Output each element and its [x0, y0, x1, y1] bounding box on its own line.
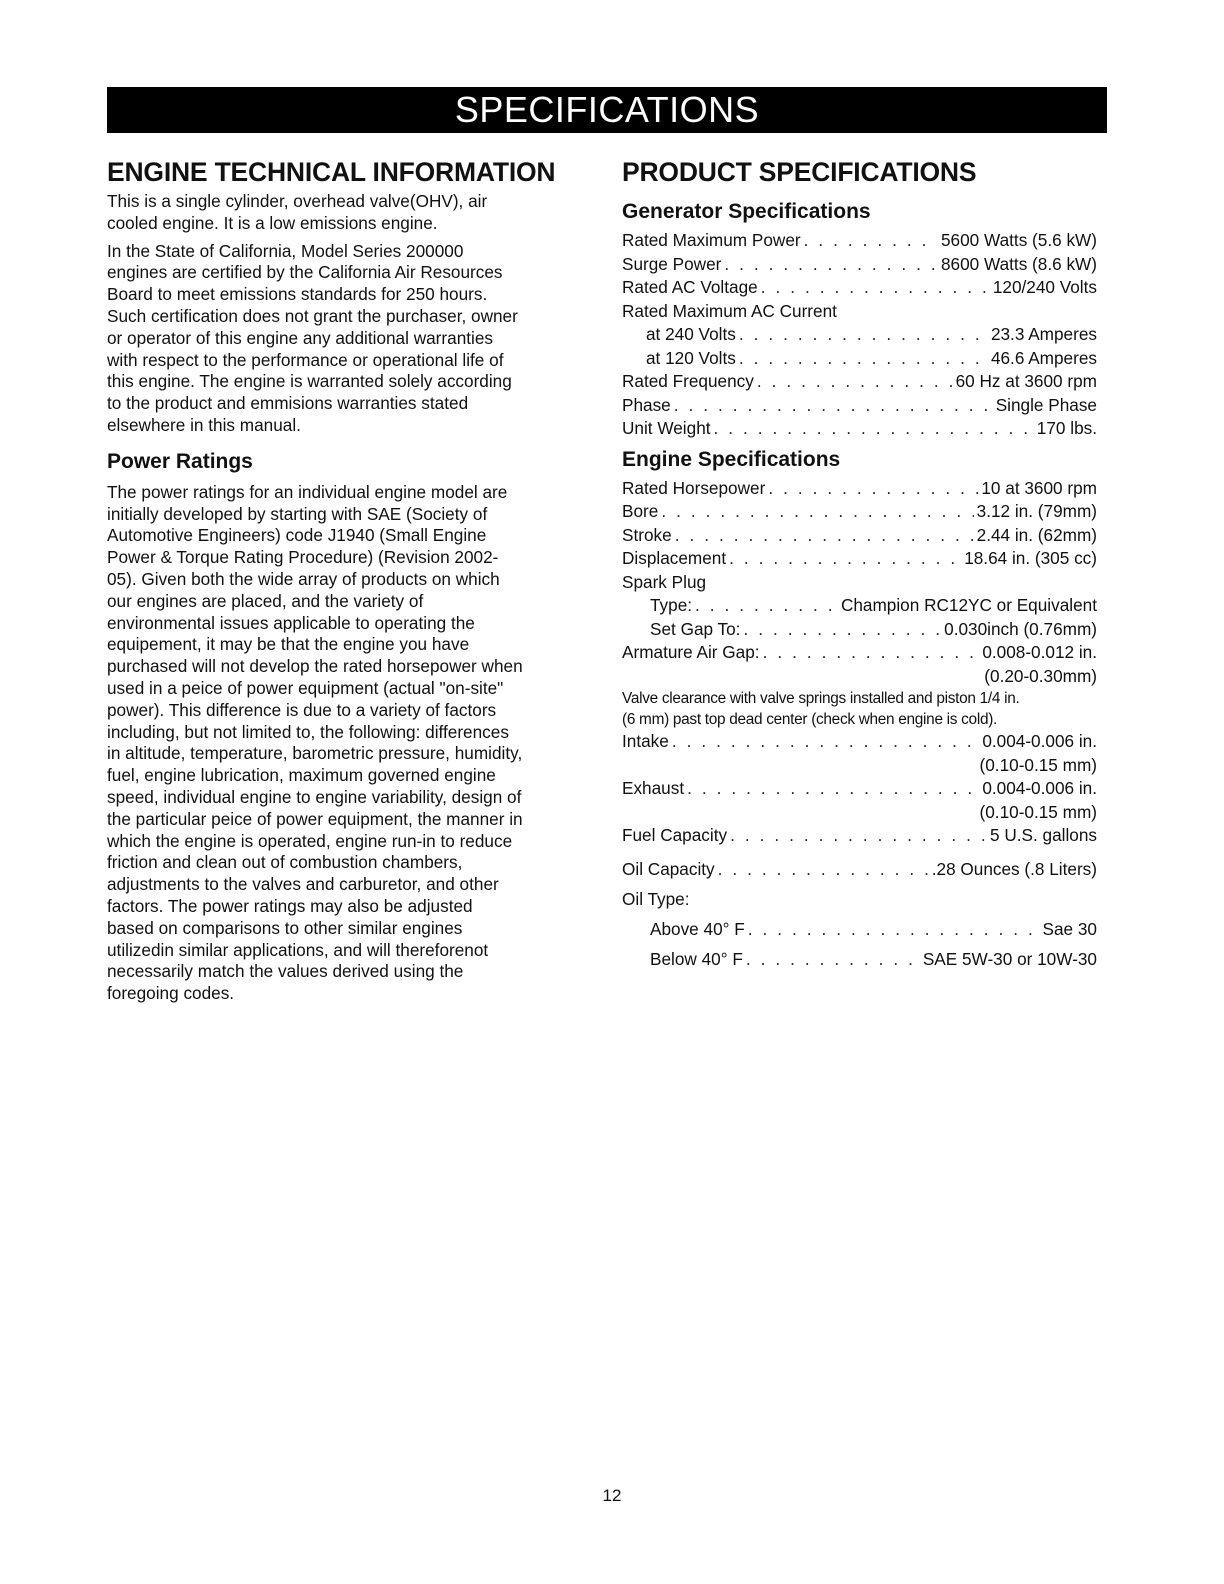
rated-maximum-ac-current-label: Rated Maximum AC Current: [622, 300, 837, 321]
at-120-volts-row: at 120 Volts . . . 46.6 Amperes: [622, 347, 1097, 371]
rated-maximum-power-row: Rated Maximum Power . . . 5600 Watts (5.6 kW): [622, 229, 1097, 253]
at-240-volts-row: at 240 Volts . . . 23.3 Amperes: [622, 323, 1097, 347]
intro-paragraph: This is a single cylinder, overhead valve(OHV), air cooled engine. It is a low emissions engine.: [107, 191, 488, 233]
rated-horsepower-row: Rated Horsepower . . . 10 at 3600 rpm: [622, 477, 1097, 501]
exhaust-metric: (0.10-0.15 mm): [979, 801, 1097, 822]
page-number: 12: [602, 1486, 622, 1505]
displacement-row: Displacement . . . 18.64 in. (305 cc): [622, 547, 1097, 571]
rated-frequency-row: Rated Frequency . . . 60 Hz at 3600 rpm: [622, 370, 1097, 394]
product-specifications-heading: PRODUCT SPECIFICATIONS: [622, 157, 977, 187]
intake-row: Intake . . . 0.004-0.006 in.: [622, 730, 1097, 754]
phase-row: Phase . . . Single Phase: [622, 394, 1097, 418]
stroke-row: Stroke . . . 2.44 in. (62mm): [622, 524, 1097, 548]
product-specifications-column: [622, 155, 1102, 974]
unit-weight-row: Unit Weight . . . 170 lbs.: [622, 417, 1097, 441]
below-40f-row: Below 40° F . . . SAE 5W-30 or 10W-30: [622, 944, 1097, 974]
surge-power-row: Surge Power . . . 8600 Watts (8.6 kW): [622, 253, 1097, 277]
oil-capacity-row: Oil Capacity . . . .28 Ounces (.8 Liters): [622, 854, 1097, 884]
section-banner: SPECIFICATIONS: [107, 87, 1107, 133]
set-gap-row: Set Gap To: . . . 0.030inch (0.76mm): [622, 618, 1097, 642]
spark-plug-type-row: Type: . . . Champion RC12YC or Equivalent: [622, 594, 1097, 618]
engine-specifications-heading: Engine Specifications: [622, 447, 841, 471]
above-40f-row: Above 40° F . . . Sae 30: [622, 914, 1097, 944]
engine-technical-information-column: [107, 155, 593, 1005]
oil-type-label: Oil Type:: [622, 888, 690, 909]
bore-row: Bore . . . 3.12 in. (79mm): [622, 500, 1097, 524]
fuel-capacity-row: Fuel Capacity . . . 5 U.S. gallons: [622, 824, 1097, 848]
exhaust-row: Exhaust . . . 0.004-0.006 in.: [622, 777, 1097, 801]
intake-metric: (0.10-0.15 mm): [979, 754, 1097, 775]
armature-air-gap-metric: (0.20-0.30mm): [984, 665, 1097, 686]
rated-ac-voltage-row: Rated AC Voltage . . . 120/240 Volts: [622, 276, 1097, 300]
generator-specifications-heading: Generator Specifications: [622, 200, 871, 223]
power-ratings-paragraph: The power ratings for an individual engine model are initially developed by starting with SAE (Society of Automotive Engineers) code J1940 (Small Engine Power & Torque Rating Procedure) (Revision 2002- 05). Given both the wide array of products on which our engines are placed, and the variety of environmental issues applicable to operating the equipement, it may be that the engine you have purchased will not develop the rated horsepower when used in a peice of power equipment (actual "on-site" power). This difference is due to a variety of factors including, but not limited to, the following: differences in altitude, temperature, barometric pressure, humidity, fuel, engine lubrication, maximum governed engine speed, individual engine to engine variability, design of the particular peice of power equipment, the manner in which the engine is operated, engine run-in to reduce friction and clean out of combustion chambers, adjustments to the valves and carburetor, and other factors. The power ratings may also be adjusted based on comparisons to other similar engines utilizedin similar applications, and will thereforenot necessarily match the values derived using the foregoing codes.: [107, 481, 523, 1004]
valve-clearance-note: Valve clearance with valve springs installed and piston 1/4 in. (6 mm) past top dead center (check when engine is cold).: [622, 690, 1020, 728]
california-paragraph: In the State of California, Model Series 200000 engines are certified by the California Air Resources Board to meet emissions standards for 250 hours. Such certification does not grant the purchaser, owner or operator of this engine any additional warranties with respect to the performance or operational life of this engine. The engine is warranted solely according to the product and emmisions warranties stated elsewhere in this manual.: [107, 240, 518, 435]
engine-technical-information-heading: ENGINE TECHNICAL INFORMATION: [107, 157, 556, 187]
spark-plug-label: Spark Plug: [622, 571, 707, 592]
power-ratings-heading: Power Ratings: [107, 449, 253, 473]
armature-air-gap-row: Armature Air Gap: . . . 0.008-0.012 in.: [622, 641, 1097, 665]
